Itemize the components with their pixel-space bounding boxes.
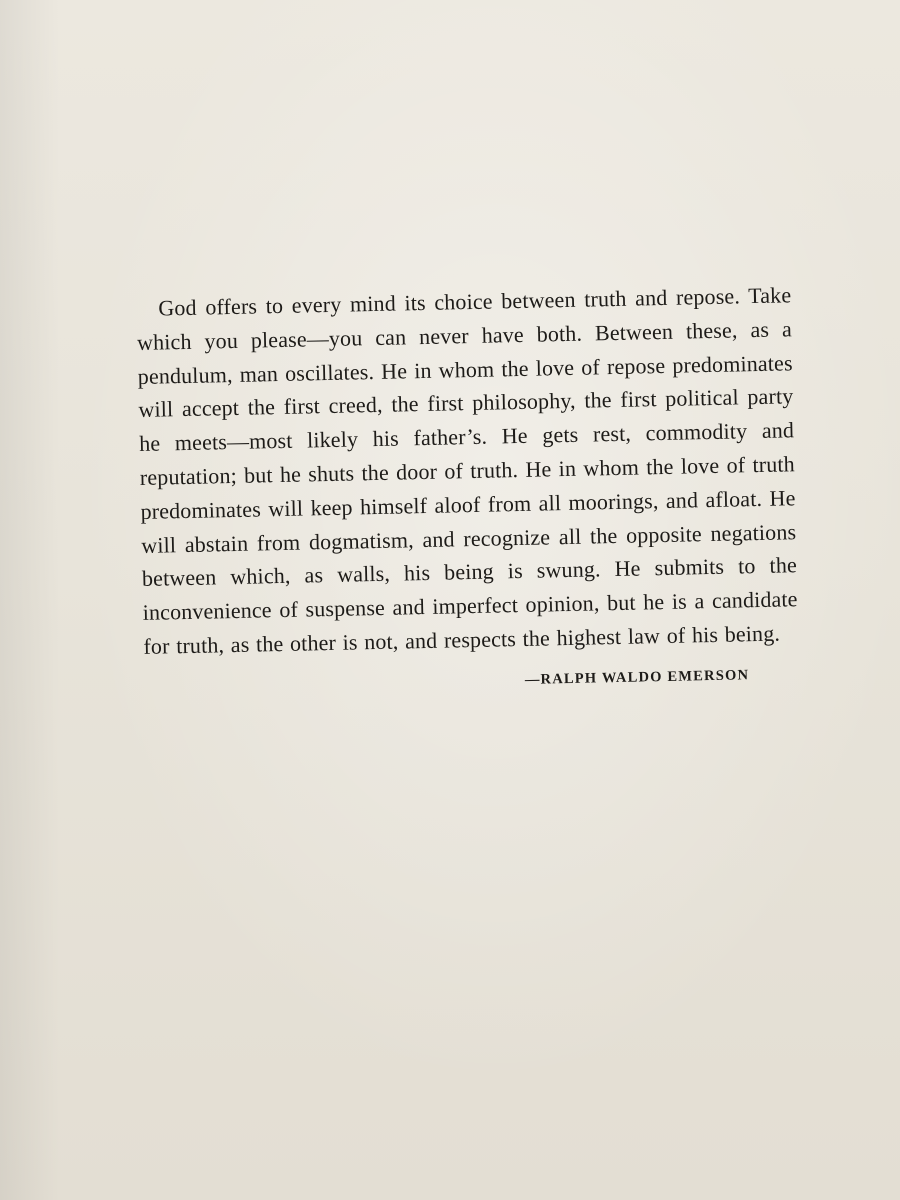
quote-attribution: —RALPH WALDO EMERSON: [524, 667, 750, 688]
page-edge-shadow: [0, 0, 60, 1200]
epigraph: [136, 278, 799, 696]
quote-text: God offers to every mind its choice between truth and repose. Take which you please—you can never have both. Between these, as a pendulum, man oscillates. He in whom the love of repose predominates will accept the first creed, the first philosophy, the first political party he meets—most likely his father’s. He gets rest, commodity and reputation; but he shuts the door of truth. He in whom the love of truth predominates will keep himself aloof from all moorings, and afloat. He will abstain from dogmatism, and recognize all the opposite negations between which, as walls, his being is swung. He submits to the inconvenience of suspense and imperfect opinion, but he is a candidate for truth, as the other is not, and respects the highest law of his being.: [136, 282, 798, 659]
